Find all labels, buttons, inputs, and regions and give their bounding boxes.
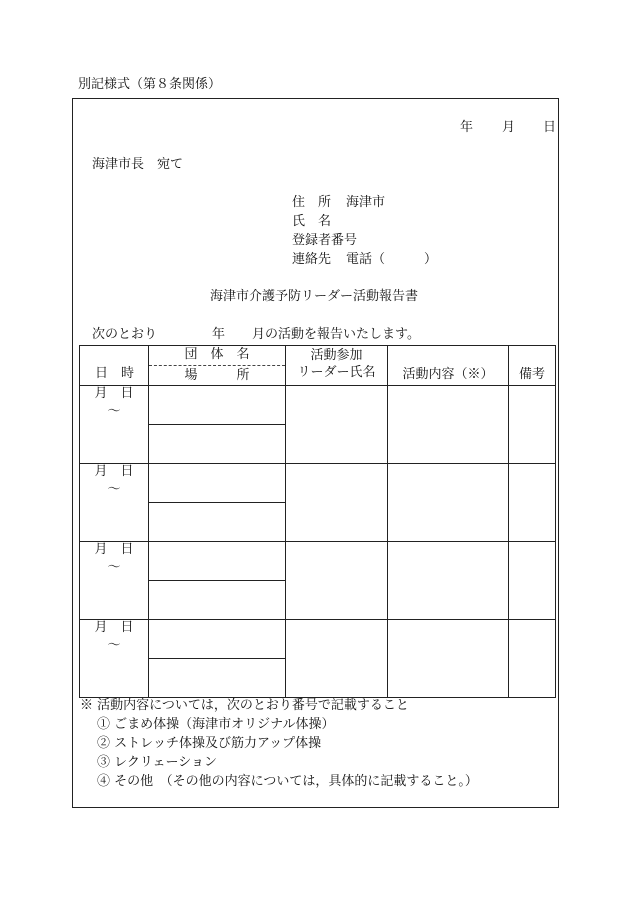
date-month-label: 月	[502, 120, 516, 135]
header-group-cell	[149, 346, 286, 386]
place-cell[interactable]	[149, 581, 286, 620]
group-name-cell[interactable]	[149, 386, 286, 425]
activity-content-cell[interactable]	[388, 386, 509, 464]
note-item: ② ストレッチ体操及び筋力アップ体操	[97, 736, 322, 751]
header-leader-cell	[286, 346, 388, 386]
row-date: 月 日	[94, 464, 134, 479]
place-cell[interactable]	[149, 659, 286, 698]
leader-name-cell[interactable]	[286, 386, 388, 464]
place-cell[interactable]	[149, 503, 286, 542]
group-name-cell[interactable]	[149, 542, 286, 581]
address-label: 住 所	[292, 195, 332, 210]
row-tilde: 〜	[107, 560, 121, 575]
header-leader-line1: 活動参加	[310, 348, 363, 363]
row-date-cell[interactable]	[80, 620, 149, 698]
leader-name-cell[interactable]	[286, 620, 388, 698]
group-name-cell[interactable]	[149, 464, 286, 503]
date-year-label: 年	[460, 120, 474, 135]
table-row	[80, 464, 556, 503]
header-date-cell	[80, 346, 149, 386]
table-row	[80, 542, 556, 581]
header-date: 日 時	[95, 366, 135, 381]
header-remarks: 備考	[518, 367, 545, 382]
address-value: 海津市	[346, 195, 386, 210]
table-header-row	[80, 346, 556, 386]
row-tilde: 〜	[107, 638, 121, 653]
intro-year: 年	[212, 327, 226, 342]
activity-content-cell[interactable]	[388, 542, 509, 620]
leader-name-cell[interactable]	[286, 464, 388, 542]
report-title: 海津市介護予防リーダー活動報告書	[210, 289, 419, 304]
row-tilde: 〜	[107, 404, 121, 419]
row-date-cell[interactable]	[80, 386, 149, 464]
table-row	[80, 620, 556, 659]
activity-content-cell[interactable]	[388, 620, 509, 698]
row-date: 月 日	[94, 620, 134, 635]
date-day-label: 日	[543, 120, 557, 135]
remarks-cell[interactable]	[509, 620, 556, 698]
note-item: ① ごまめ体操（海津市オリジナル体操）	[97, 717, 335, 732]
place-cell[interactable]	[149, 425, 286, 464]
contact-label: 連絡先	[292, 252, 332, 267]
intro-suffix: 月の活動を報告いたします。	[252, 327, 420, 342]
row-date: 月 日	[94, 542, 134, 557]
note-item: ③ レクリェーション	[97, 755, 217, 770]
remarks-cell[interactable]	[509, 464, 556, 542]
group-name-cell[interactable]	[149, 620, 286, 659]
header-leader-line2: リーダー氏名	[297, 365, 376, 380]
header-group-name: 団 体 名	[149, 346, 285, 366]
form-label: 別記様式（第８条関係）	[78, 77, 222, 92]
report-table	[79, 345, 556, 698]
row-tilde: 〜	[107, 482, 121, 497]
leader-name-cell[interactable]	[286, 542, 388, 620]
name-label: 氏 名	[292, 214, 332, 229]
activity-content-cell[interactable]	[388, 464, 509, 542]
row-date: 月 日	[94, 386, 134, 401]
row-date-cell[interactable]	[80, 464, 149, 542]
header-content: 活動内容（※）	[402, 367, 494, 382]
remarks-cell[interactable]	[509, 542, 556, 620]
addressee: 海津市長 宛て	[92, 157, 184, 172]
table-row	[80, 386, 556, 425]
row-date-cell[interactable]	[80, 542, 149, 620]
registration-label: 登録者番号	[292, 233, 358, 248]
note-item: ④ その他 （その他の内容については，具体的に記載すること。）	[97, 774, 478, 789]
header-place: 場 所	[184, 368, 250, 383]
remarks-cell[interactable]	[509, 386, 556, 464]
phone-label: 電話（ ）	[346, 252, 438, 267]
header-content-cell	[388, 346, 509, 386]
notes-heading: ※ 活動内容については，次のとおり番号で記載すること	[80, 698, 409, 713]
intro-prefix: 次のとおり	[92, 327, 158, 342]
header-remarks-cell	[509, 346, 556, 386]
